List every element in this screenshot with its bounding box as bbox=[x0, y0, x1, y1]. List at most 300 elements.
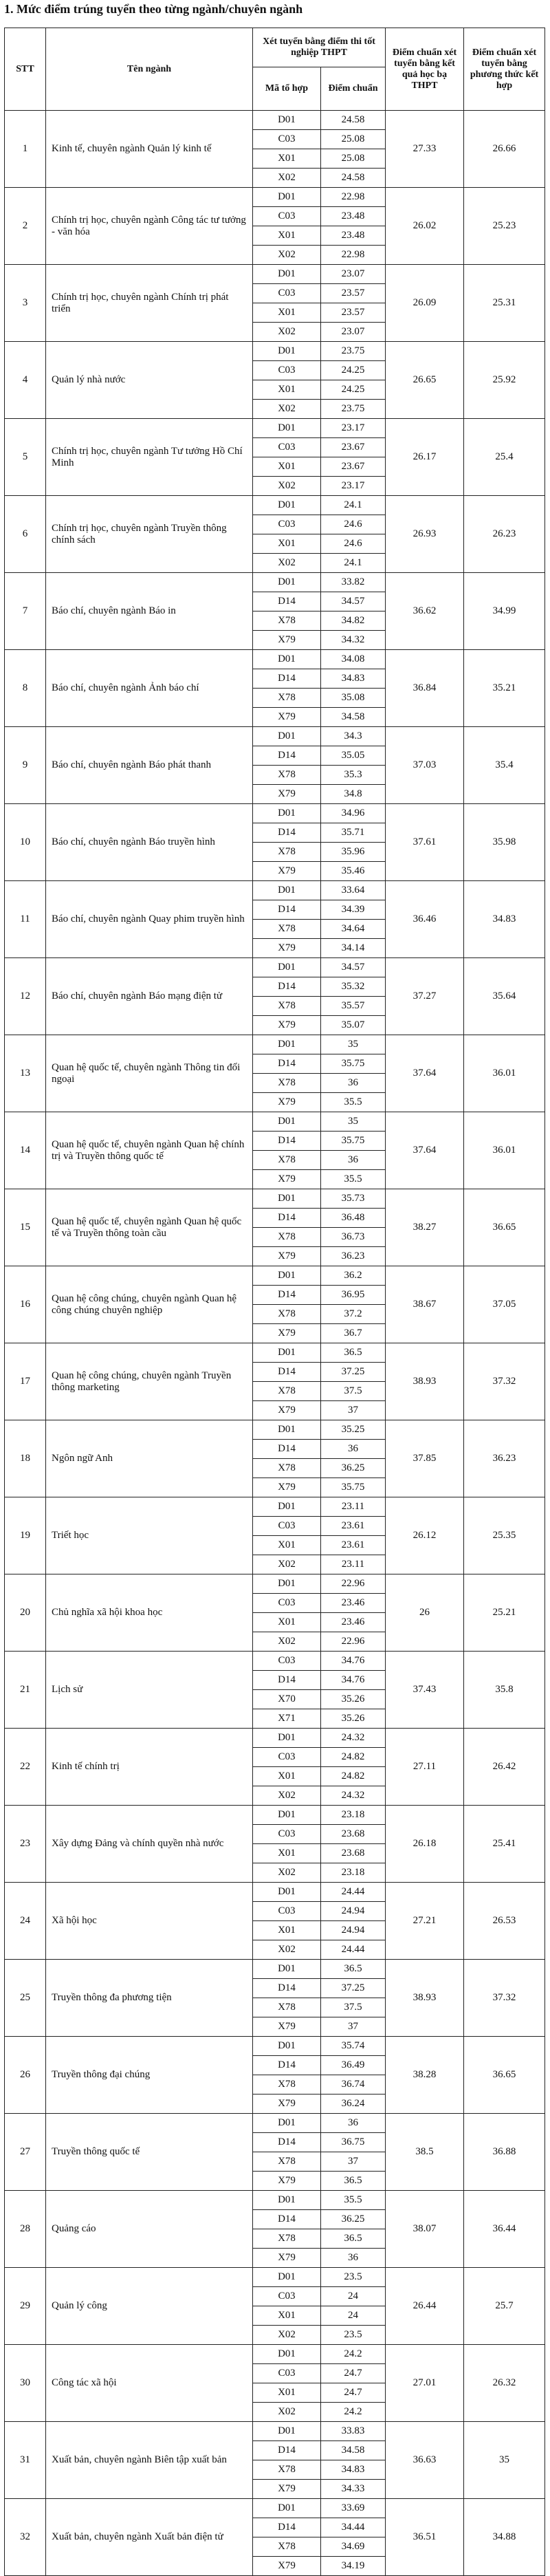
row-thpt-score: 36.5 bbox=[321, 2172, 386, 2191]
row-stt: 4 bbox=[5, 342, 46, 419]
row-stt: 25 bbox=[5, 1960, 46, 2037]
row-stt: 2 bbox=[5, 188, 46, 265]
row-combo-code: C03 bbox=[253, 1652, 321, 1671]
row-thpt-score: 37 bbox=[321, 1401, 386, 1420]
row-stt: 20 bbox=[5, 1574, 46, 1652]
row-thpt-score: 34.33 bbox=[321, 2480, 386, 2499]
table-row bbox=[5, 2345, 545, 2364]
row-thpt-score: 23.11 bbox=[321, 1555, 386, 1574]
row-thpt-score: 35 bbox=[321, 1035, 386, 1054]
row-thpt-score: 35.26 bbox=[321, 1690, 386, 1709]
row-kethop-score: 37.05 bbox=[464, 1266, 545, 1343]
row-combo-code: X02 bbox=[253, 246, 321, 265]
row-stt: 12 bbox=[5, 958, 46, 1035]
row-combo-code: X79 bbox=[253, 1247, 321, 1266]
row-combo-code: D14 bbox=[253, 2441, 321, 2460]
row-stt: 19 bbox=[5, 1497, 46, 1574]
row-kethop-score: 35 bbox=[464, 2422, 545, 2499]
row-combo-code: D01 bbox=[253, 1806, 321, 1825]
row-thpt-score: 35.74 bbox=[321, 2037, 386, 2056]
row-major-name: Báo chí, chuyên ngành Ảnh báo chí bbox=[46, 650, 253, 727]
row-major-name: Quan hệ công chúng, chuyên ngành Quan hệ công chúng chuyên nghiệp bbox=[46, 1266, 253, 1343]
row-combo-code: C03 bbox=[253, 1517, 321, 1536]
row-thpt-score: 24.82 bbox=[321, 1767, 386, 1786]
row-thpt-score: 23.5 bbox=[321, 2326, 386, 2345]
row-combo-code: X02 bbox=[253, 323, 321, 342]
row-thpt-score: 34.57 bbox=[321, 592, 386, 611]
row-combo-code: D01 bbox=[253, 2114, 321, 2133]
row-stt: 3 bbox=[5, 265, 46, 342]
row-thpt-score: 36.49 bbox=[321, 2056, 386, 2075]
row-thpt-score: 23.17 bbox=[321, 477, 386, 496]
row-thpt-score: 25.08 bbox=[321, 130, 386, 149]
row-hocba-score: 37.27 bbox=[386, 958, 464, 1035]
row-combo-code: X79 bbox=[253, 1324, 321, 1343]
row-thpt-score: 34.64 bbox=[321, 920, 386, 939]
row-thpt-score: 37.5 bbox=[321, 1382, 386, 1401]
row-thpt-score: 23.46 bbox=[321, 1613, 386, 1632]
row-hocba-score: 26.18 bbox=[386, 1806, 464, 1883]
table-row bbox=[5, 1420, 545, 1440]
table-row bbox=[5, 496, 545, 515]
row-hocba-score: 27.33 bbox=[386, 111, 464, 188]
row-combo-code: X02 bbox=[253, 1863, 321, 1883]
row-thpt-score: 23.11 bbox=[321, 1497, 386, 1517]
row-major-name: Truyền thông quốc tế bbox=[46, 2114, 253, 2191]
row-thpt-score: 35.26 bbox=[321, 1709, 386, 1729]
row-thpt-score: 35.07 bbox=[321, 1016, 386, 1035]
row-major-name: Truyền thông đại chúng bbox=[46, 2037, 253, 2114]
row-thpt-score: 23.07 bbox=[321, 323, 386, 342]
row-kethop-score: 36.65 bbox=[464, 2037, 545, 2114]
table-row bbox=[5, 1035, 545, 1054]
row-kethop-score: 25.7 bbox=[464, 2268, 545, 2345]
row-thpt-score: 36.5 bbox=[321, 1343, 386, 1363]
table-row bbox=[5, 2037, 545, 2056]
row-major-name: Truyền thông đa phương tiện bbox=[46, 1960, 253, 2037]
row-kethop-score: 35.64 bbox=[464, 958, 545, 1035]
row-thpt-score: 36.5 bbox=[321, 2229, 386, 2249]
row-combo-code: X01 bbox=[253, 2306, 321, 2326]
row-thpt-score: 36.25 bbox=[321, 1459, 386, 1478]
row-thpt-score: 37 bbox=[321, 2152, 386, 2172]
row-thpt-score: 34.8 bbox=[321, 785, 386, 804]
row-combo-code: X79 bbox=[253, 2557, 321, 2576]
row-combo-code: X79 bbox=[253, 785, 321, 804]
row-thpt-score: 23.46 bbox=[321, 1594, 386, 1613]
header-stt: STT bbox=[5, 28, 46, 111]
row-combo-code: X71 bbox=[253, 1709, 321, 1729]
row-combo-code: D14 bbox=[253, 1286, 321, 1305]
row-combo-code: D01 bbox=[253, 1729, 321, 1748]
row-thpt-score: 35.05 bbox=[321, 746, 386, 766]
row-hocba-score: 37.64 bbox=[386, 1112, 464, 1189]
row-kethop-score: 36.01 bbox=[464, 1035, 545, 1112]
row-thpt-score: 34.19 bbox=[321, 2557, 386, 2576]
row-thpt-score: 24.2 bbox=[321, 2403, 386, 2422]
row-thpt-score: 35.71 bbox=[321, 823, 386, 843]
row-thpt-score: 35.08 bbox=[321, 689, 386, 708]
row-combo-code: X78 bbox=[253, 1459, 321, 1478]
row-kethop-score: 35.8 bbox=[464, 1652, 545, 1729]
row-hocba-score: 37.43 bbox=[386, 1652, 464, 1729]
row-major-name: Công tác xã hội bbox=[46, 2345, 253, 2422]
row-combo-code: D01 bbox=[253, 342, 321, 361]
header-name: Tên ngành bbox=[46, 28, 253, 111]
row-combo-code: C03 bbox=[253, 2364, 321, 2383]
row-hocba-score: 26.17 bbox=[386, 419, 464, 496]
row-kethop-score: 34.99 bbox=[464, 573, 545, 650]
row-major-name: Quan hệ công chúng, chuyên ngành Truyền thông marketing bbox=[46, 1343, 253, 1420]
row-combo-code: C03 bbox=[253, 1825, 321, 1844]
row-thpt-score: 24.94 bbox=[321, 1902, 386, 1921]
row-hocba-score: 38.5 bbox=[386, 2114, 464, 2191]
table-row bbox=[5, 804, 545, 823]
row-thpt-score: 23.18 bbox=[321, 1863, 386, 1883]
row-combo-code: D14 bbox=[253, 669, 321, 689]
table-row bbox=[5, 881, 545, 900]
row-combo-code: X02 bbox=[253, 1786, 321, 1806]
row-stt: 17 bbox=[5, 1343, 46, 1420]
row-combo-code: C03 bbox=[253, 284, 321, 303]
row-combo-code: X79 bbox=[253, 939, 321, 958]
row-thpt-score: 34.14 bbox=[321, 939, 386, 958]
row-thpt-score: 36.48 bbox=[321, 1209, 386, 1228]
row-major-name: Báo chí, chuyên ngành Báo in bbox=[46, 573, 253, 650]
row-hocba-score: 27.21 bbox=[386, 1883, 464, 1960]
row-thpt-score: 24.58 bbox=[321, 111, 386, 130]
row-thpt-score: 34.76 bbox=[321, 1671, 386, 1690]
row-thpt-score: 24.7 bbox=[321, 2364, 386, 2383]
row-kethop-score: 26.66 bbox=[464, 111, 545, 188]
header-hocba: Điểm chuẩn xét tuyển bằng kết quả học bạ THPT bbox=[386, 28, 464, 111]
row-major-name: Báo chí, chuyên ngành Quay phim truyền hình bbox=[46, 881, 253, 958]
row-combo-code: X79 bbox=[253, 1093, 321, 1112]
row-kethop-score: 35.98 bbox=[464, 804, 545, 881]
row-thpt-score: 37.2 bbox=[321, 1305, 386, 1324]
row-combo-code: D14 bbox=[253, 592, 321, 611]
row-combo-code: X02 bbox=[253, 169, 321, 188]
row-combo-code: D01 bbox=[253, 1266, 321, 1286]
row-thpt-score: 34.58 bbox=[321, 2441, 386, 2460]
row-hocba-score: 26.44 bbox=[386, 2268, 464, 2345]
row-major-name: Chính trị học, chuyên ngành Chính trị phát triển bbox=[46, 265, 253, 342]
row-combo-code: D01 bbox=[253, 419, 321, 438]
row-thpt-score: 23.5 bbox=[321, 2268, 386, 2287]
row-thpt-score: 35.5 bbox=[321, 1170, 386, 1189]
table-row bbox=[5, 342, 545, 361]
row-combo-code: D01 bbox=[253, 1883, 321, 1902]
row-combo-code: X79 bbox=[253, 631, 321, 650]
row-combo-code: X79 bbox=[253, 2172, 321, 2191]
row-thpt-score: 36.23 bbox=[321, 1247, 386, 1266]
row-major-name: Chính trị học, chuyên ngành Công tác tư tưởng - văn hóa bbox=[46, 188, 253, 265]
row-combo-code: X78 bbox=[253, 2537, 321, 2557]
row-thpt-score: 34.57 bbox=[321, 958, 386, 977]
row-major-name: Triết học bbox=[46, 1497, 253, 1574]
table-row bbox=[5, 1112, 545, 1132]
row-thpt-score: 22.96 bbox=[321, 1574, 386, 1594]
row-major-name: Chính trị học, chuyên ngành Tư tưởng Hồ Chí Minh bbox=[46, 419, 253, 496]
row-combo-code: X01 bbox=[253, 226, 321, 246]
row-combo-code: D01 bbox=[253, 1343, 321, 1363]
row-combo-code: X79 bbox=[253, 2017, 321, 2037]
row-thpt-score: 23.75 bbox=[321, 400, 386, 419]
table-row bbox=[5, 958, 545, 977]
row-thpt-score: 24.2 bbox=[321, 2345, 386, 2364]
row-thpt-score: 23.61 bbox=[321, 1536, 386, 1555]
row-kethop-score: 35.21 bbox=[464, 650, 545, 727]
row-kethop-score: 26.53 bbox=[464, 1883, 545, 1960]
row-hocba-score: 37.03 bbox=[386, 727, 464, 804]
row-thpt-score: 35.96 bbox=[321, 843, 386, 862]
row-hocba-score: 38.28 bbox=[386, 2037, 464, 2114]
row-thpt-score: 34.32 bbox=[321, 631, 386, 650]
row-combo-code: C03 bbox=[253, 438, 321, 457]
row-combo-code: D14 bbox=[253, 1440, 321, 1459]
row-kethop-score: 25.35 bbox=[464, 1497, 545, 1574]
row-combo-code: X78 bbox=[253, 1305, 321, 1324]
row-thpt-score: 33.82 bbox=[321, 573, 386, 592]
row-thpt-score: 22.98 bbox=[321, 188, 386, 207]
row-hocba-score: 37.64 bbox=[386, 1035, 464, 1112]
row-combo-code: X79 bbox=[253, 2249, 321, 2268]
row-combo-code: D01 bbox=[253, 111, 321, 130]
row-major-name: Xuất bản, chuyên ngành Xuất bản điện tử bbox=[46, 2499, 253, 2576]
row-stt: 16 bbox=[5, 1266, 46, 1343]
table-row bbox=[5, 1266, 545, 1286]
row-major-name: Quản lý nhà nước bbox=[46, 342, 253, 419]
table-row bbox=[5, 1729, 545, 1748]
row-combo-code: X02 bbox=[253, 400, 321, 419]
row-kethop-score: 26.42 bbox=[464, 1729, 545, 1806]
row-thpt-score: 24.6 bbox=[321, 515, 386, 534]
table-row bbox=[5, 265, 545, 284]
row-stt: 29 bbox=[5, 2268, 46, 2345]
row-combo-code: X78 bbox=[253, 920, 321, 939]
table-row bbox=[5, 650, 545, 669]
row-combo-code: D14 bbox=[253, 1363, 321, 1382]
row-thpt-score: 24.44 bbox=[321, 1883, 386, 1902]
row-combo-code: D14 bbox=[253, 1209, 321, 1228]
row-kethop-score: 36.01 bbox=[464, 1112, 545, 1189]
row-combo-code: D01 bbox=[253, 2345, 321, 2364]
table-row bbox=[5, 1806, 545, 1825]
row-combo-code: X01 bbox=[253, 1921, 321, 1940]
row-stt: 5 bbox=[5, 419, 46, 496]
row-major-name: Lịch sử bbox=[46, 1652, 253, 1729]
row-combo-code: X79 bbox=[253, 1170, 321, 1189]
row-combo-code: D01 bbox=[253, 1189, 321, 1209]
row-thpt-score: 34.39 bbox=[321, 900, 386, 920]
row-hocba-score: 26.93 bbox=[386, 496, 464, 573]
row-combo-code: X02 bbox=[253, 1632, 321, 1652]
row-thpt-score: 35.75 bbox=[321, 1478, 386, 1497]
row-combo-code: X78 bbox=[253, 689, 321, 708]
row-thpt-score: 22.98 bbox=[321, 246, 386, 265]
row-hocba-score: 27.11 bbox=[386, 1729, 464, 1806]
row-combo-code: D14 bbox=[253, 977, 321, 997]
admission-scores-table bbox=[4, 28, 545, 2576]
row-thpt-score: 24.1 bbox=[321, 554, 386, 573]
row-thpt-score: 35.75 bbox=[321, 1132, 386, 1151]
row-thpt-score: 37.5 bbox=[321, 1998, 386, 2017]
row-thpt-score: 33.64 bbox=[321, 881, 386, 900]
row-kethop-score: 25.31 bbox=[464, 265, 545, 342]
row-combo-code: X79 bbox=[253, 2095, 321, 2114]
row-thpt-score: 24.25 bbox=[321, 380, 386, 400]
row-thpt-score: 34.96 bbox=[321, 804, 386, 823]
row-kethop-score: 25.23 bbox=[464, 188, 545, 265]
row-hocba-score: 26 bbox=[386, 1574, 464, 1652]
row-combo-code: X01 bbox=[253, 149, 321, 169]
row-combo-code: X78 bbox=[253, 1074, 321, 1093]
row-thpt-score: 24.1 bbox=[321, 496, 386, 515]
row-combo-code: X01 bbox=[253, 303, 321, 323]
table-header bbox=[5, 28, 545, 111]
row-major-name: Xây dựng Đảng và chính quyền nhà nước bbox=[46, 1806, 253, 1883]
row-hocba-score: 38.27 bbox=[386, 1189, 464, 1266]
row-thpt-score: 24 bbox=[321, 2287, 386, 2306]
row-thpt-score: 24.7 bbox=[321, 2383, 386, 2403]
header-code: Mã tổ hợp bbox=[253, 67, 321, 111]
section-title: 1. Mức điểm trúng tuyển theo từng ngành/chuyên ngành bbox=[4, 2, 303, 16]
row-combo-code: D14 bbox=[253, 1132, 321, 1151]
row-stt: 13 bbox=[5, 1035, 46, 1112]
row-combo-code: C03 bbox=[253, 207, 321, 226]
header-kethop: Điểm chuẩn xét tuyển bằng phương thức kết hợp bbox=[464, 28, 545, 111]
row-thpt-score: 35.73 bbox=[321, 1189, 386, 1209]
row-combo-code: D01 bbox=[253, 1574, 321, 1594]
row-hocba-score: 26.09 bbox=[386, 265, 464, 342]
row-combo-code: C03 bbox=[253, 130, 321, 149]
row-combo-code: X01 bbox=[253, 1767, 321, 1786]
row-thpt-score: 35 bbox=[321, 1112, 386, 1132]
row-combo-code: D14 bbox=[253, 1671, 321, 1690]
row-kethop-score: 36.65 bbox=[464, 1189, 545, 1266]
row-thpt-score: 24.44 bbox=[321, 1940, 386, 1960]
row-thpt-score: 35.5 bbox=[321, 2191, 386, 2210]
row-combo-code: D01 bbox=[253, 1960, 321, 1979]
row-stt: 10 bbox=[5, 804, 46, 881]
row-thpt-score: 37 bbox=[321, 2017, 386, 2037]
row-thpt-score: 35.75 bbox=[321, 1054, 386, 1074]
row-major-name: Quảng cáo bbox=[46, 2191, 253, 2268]
row-stt: 24 bbox=[5, 1883, 46, 1960]
table-row bbox=[5, 2114, 545, 2133]
row-stt: 27 bbox=[5, 2114, 46, 2191]
row-hocba-score: 37.61 bbox=[386, 804, 464, 881]
row-combo-code: X78 bbox=[253, 997, 321, 1016]
row-thpt-score: 24.82 bbox=[321, 1748, 386, 1767]
table-row bbox=[5, 1343, 545, 1363]
row-stt: 23 bbox=[5, 1806, 46, 1883]
row-thpt-score: 24.94 bbox=[321, 1921, 386, 1940]
row-thpt-score: 36.95 bbox=[321, 1286, 386, 1305]
row-combo-code: D01 bbox=[253, 265, 321, 284]
row-combo-code: D01 bbox=[253, 188, 321, 207]
row-combo-code: D01 bbox=[253, 573, 321, 592]
row-kethop-score: 37.32 bbox=[464, 1960, 545, 2037]
row-combo-code: X02 bbox=[253, 554, 321, 573]
row-combo-code: X02 bbox=[253, 477, 321, 496]
row-thpt-score: 24.32 bbox=[321, 1786, 386, 1806]
row-kethop-score: 34.83 bbox=[464, 881, 545, 958]
row-combo-code: X79 bbox=[253, 862, 321, 881]
row-kethop-score: 25.92 bbox=[464, 342, 545, 419]
row-combo-code: X78 bbox=[253, 766, 321, 785]
row-hocba-score: 36.84 bbox=[386, 650, 464, 727]
row-thpt-score: 37.25 bbox=[321, 1363, 386, 1382]
row-thpt-score: 33.83 bbox=[321, 2422, 386, 2441]
table-row bbox=[5, 1960, 545, 1979]
row-stt: 6 bbox=[5, 496, 46, 573]
row-stt: 18 bbox=[5, 1420, 46, 1497]
row-combo-code: D01 bbox=[253, 2422, 321, 2441]
row-combo-code: D01 bbox=[253, 804, 321, 823]
row-thpt-score: 36 bbox=[321, 1074, 386, 1093]
row-combo-code: X78 bbox=[253, 1151, 321, 1170]
row-thpt-score: 24.6 bbox=[321, 534, 386, 554]
row-hocba-score: 26.02 bbox=[386, 188, 464, 265]
row-combo-code: D14 bbox=[253, 1979, 321, 1998]
row-stt: 31 bbox=[5, 2422, 46, 2499]
row-combo-code: D14 bbox=[253, 2210, 321, 2229]
row-combo-code: D14 bbox=[253, 2133, 321, 2152]
row-hocba-score: 36.62 bbox=[386, 573, 464, 650]
row-hocba-score: 37.85 bbox=[386, 1420, 464, 1497]
row-thpt-score: 25.08 bbox=[321, 149, 386, 169]
row-combo-code: D01 bbox=[253, 727, 321, 746]
row-thpt-score: 23.68 bbox=[321, 1825, 386, 1844]
row-combo-code: D01 bbox=[253, 496, 321, 515]
row-thpt-score: 34.44 bbox=[321, 2518, 386, 2537]
row-hocba-score: 26.12 bbox=[386, 1497, 464, 1574]
row-thpt-score: 24.58 bbox=[321, 169, 386, 188]
row-combo-code: D01 bbox=[253, 958, 321, 977]
row-major-name: Chủ nghĩa xã hội khoa học bbox=[46, 1574, 253, 1652]
row-combo-code: D01 bbox=[253, 2191, 321, 2210]
row-stt: 21 bbox=[5, 1652, 46, 1729]
row-combo-code: X02 bbox=[253, 1940, 321, 1960]
row-kethop-score: 26.32 bbox=[464, 2345, 545, 2422]
row-thpt-score: 33.69 bbox=[321, 2499, 386, 2518]
row-combo-code: X78 bbox=[253, 611, 321, 631]
row-stt: 28 bbox=[5, 2191, 46, 2268]
table-row bbox=[5, 573, 545, 592]
row-combo-code: X79 bbox=[253, 1016, 321, 1035]
table-row bbox=[5, 2422, 545, 2441]
table-row bbox=[5, 727, 545, 746]
row-kethop-score: 25.21 bbox=[464, 1574, 545, 1652]
row-combo-code: D01 bbox=[253, 1420, 321, 1440]
row-major-name: Xã hội học bbox=[46, 1883, 253, 1960]
row-combo-code: X01 bbox=[253, 457, 321, 477]
row-thpt-score: 35.3 bbox=[321, 766, 386, 785]
row-thpt-score: 36.5 bbox=[321, 1960, 386, 1979]
row-hocba-score: 38.07 bbox=[386, 2191, 464, 2268]
row-thpt-score: 36.7 bbox=[321, 1324, 386, 1343]
row-combo-code: D01 bbox=[253, 1112, 321, 1132]
row-thpt-score: 35.32 bbox=[321, 977, 386, 997]
row-thpt-score: 36.74 bbox=[321, 2075, 386, 2095]
row-combo-code: X78 bbox=[253, 1228, 321, 1247]
row-thpt-score: 36 bbox=[321, 1440, 386, 1459]
row-combo-code: D01 bbox=[253, 2268, 321, 2287]
row-major-name: Quan hệ quốc tế, chuyên ngành Quan hệ quốc tế và Truyền thông toàn cầu bbox=[46, 1189, 253, 1266]
row-major-name: Xuất bản, chuyên ngành Biên tập xuất bản bbox=[46, 2422, 253, 2499]
row-combo-code: X79 bbox=[253, 708, 321, 727]
